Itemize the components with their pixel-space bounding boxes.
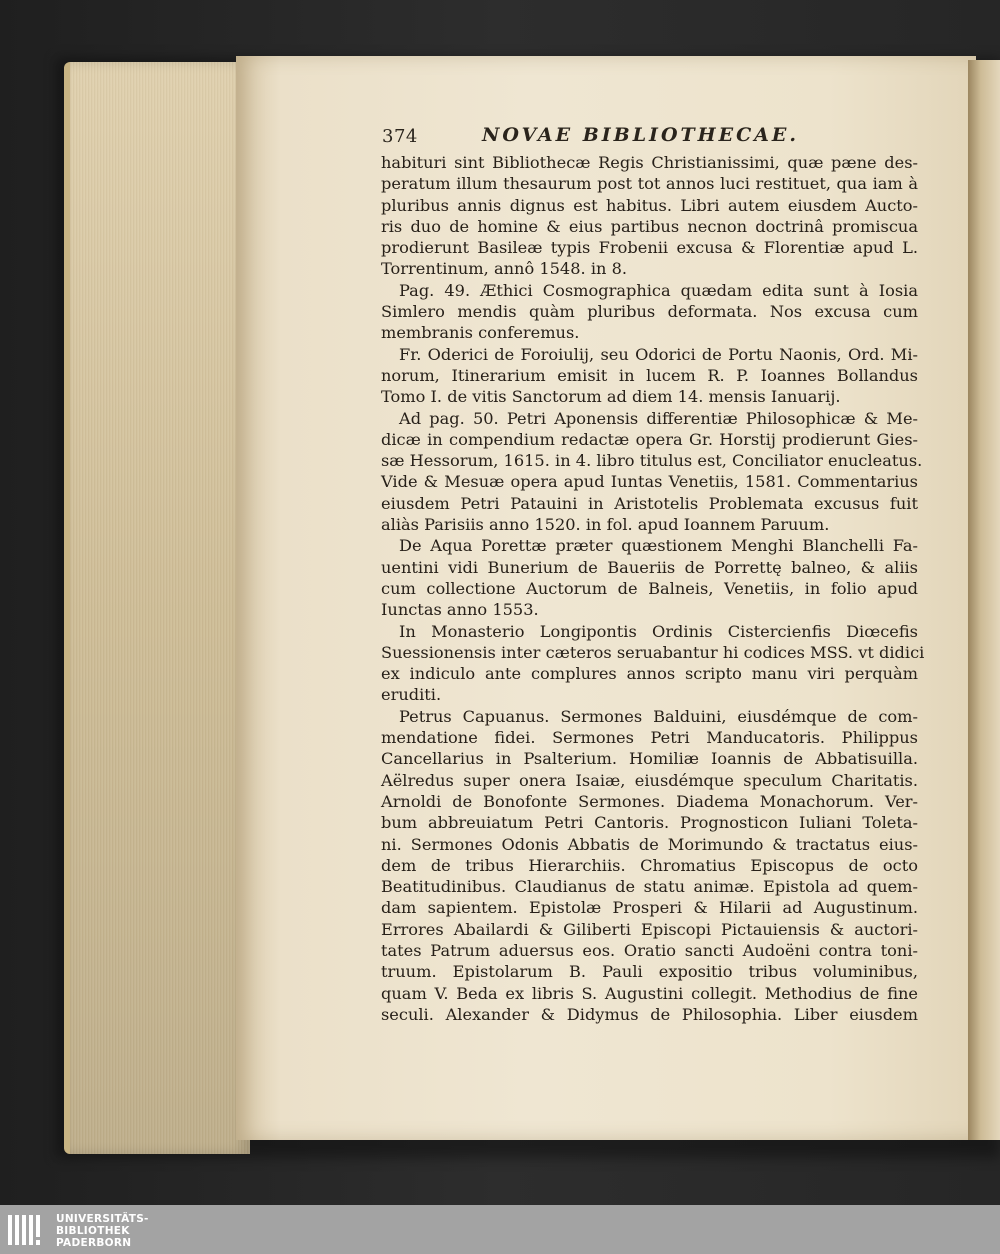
text-line: ni. Sermones Odonis Abbatis de Morimundo & tractatus eius- bbox=[381, 834, 918, 854]
text-line: truum. Epistolarum B. Pauli expositio tribus voluminibus, bbox=[381, 962, 918, 982]
text-line: Aëlredus super onera Isaiæ, eiusdémque speculum Charitatis. bbox=[381, 770, 918, 790]
text-line: dam sapientem. Epistolæ Prosperi & Hilarii ad Augustinum. bbox=[381, 898, 918, 918]
text-line: mendatione fidei. Sermones Petri Manducatoris. Philippus bbox=[381, 728, 918, 748]
text-line: Fr. Oderici de Foroiulij, seu Odorici de Portu Naonis, Ord. Mi- bbox=[399, 344, 918, 364]
text-line: bum abbreuiatum Petri Cantoris. Prognosticon Iuliani Toleta- bbox=[381, 813, 918, 833]
text-line: Petrus Capuanus. Sermones Balduini, eiusdémque de com- bbox=[399, 706, 918, 726]
text-line: dem de tribus Hierarchiis. Chromatius Episcopus de octo bbox=[381, 855, 918, 875]
text-line: uentini vidi Bunerium de Baueriis de Porrettę balneo, & aliis bbox=[381, 557, 918, 577]
text-line: ris duo de homine & eius partibus necnon doctrinâ promiscua bbox=[381, 216, 918, 236]
text-line: eiusdem Petri Patauini in Aristotelis Problemata excusus fuit bbox=[381, 493, 918, 513]
library-name-line-3: PADERBORN bbox=[56, 1237, 132, 1249]
page-header bbox=[382, 124, 922, 152]
text-line: Beatitudinibus. Claudianus de statu animæ. Epistola ad quem- bbox=[381, 877, 918, 897]
text-line: pluribus annis dignus est habitus. Libri autem eiusdem Aucto- bbox=[381, 195, 918, 215]
text-line: eruditi. bbox=[381, 685, 442, 705]
text-line: aliàs Parisiis anno 1520. in fol. apud Ioannem Paruum. bbox=[381, 515, 830, 535]
body-text bbox=[381, 152, 925, 1032]
text-line: Errores Abailardi & Giliberti Episcopi Pictauiensis & auctori- bbox=[381, 919, 918, 939]
library-name-line-1: UNIVERSITÄTS- bbox=[56, 1213, 149, 1225]
text-line: Pag. 49. Æthici Cosmographica quædam edita sunt à Iosia bbox=[399, 280, 918, 300]
text-line: seculi. Alexander & Didymus de Philosophia. Liber eiusdem bbox=[381, 1004, 918, 1024]
text-line: peratum illum thesaurum post tot annos luci restituet, qua iam à bbox=[381, 174, 918, 194]
text-line: prodierunt Basileæ typis Frobenii excusa & Florentiæ apud L. bbox=[381, 238, 918, 258]
book-gutter bbox=[968, 60, 1000, 1140]
text-line: Torrentinum, annô 1548. in 8. bbox=[381, 259, 628, 279]
text-line: De Aqua Porettæ præter quæstionem Menghi Blanchelli Fa- bbox=[399, 536, 918, 556]
text-line: quam V. Beda ex libris S. Augustini collegit. Methodius de fine bbox=[381, 983, 918, 1003]
book-page-edges bbox=[64, 62, 250, 1154]
text-line: Simlero mendis quàm pluribus deformata. Nos excusa cum bbox=[381, 302, 918, 322]
library-name-line-2: BIBLIOTHEK bbox=[56, 1225, 130, 1237]
text-line: habituri sint Bibliothecæ Regis Christianissimi, quæ pæne des- bbox=[381, 153, 918, 172]
footer-bar bbox=[0, 1205, 1000, 1254]
text-line: Suessionensis inter cæteros seruabantur hi codices MSS. vt didici bbox=[381, 642, 925, 662]
text-line: membranis conferemus. bbox=[381, 323, 580, 343]
text-line: dicæ in compendium redactæ opera Gr. Horstij prodierunt Gies- bbox=[381, 429, 918, 449]
text-line: Tomo I. de vitis Sanctorum ad diem 14. mensis Ianuarij. bbox=[381, 387, 841, 407]
library-logo-icon bbox=[6, 1209, 46, 1249]
text-line: tates Patrum aduersus eos. Oratio sancti Audoëni contra toni- bbox=[381, 940, 918, 960]
text-line: In Monasterio Longipontis Ordinis Cistercienfis Diœcefis bbox=[399, 621, 918, 641]
text-line: norum, Itinerarium emisit in lucem R. P. Ioannes Bollandus bbox=[381, 365, 918, 385]
text-line: ex indiculo ante complures annos scripto manu viri perquàm bbox=[381, 664, 918, 684]
running-title: NOVAE BIBLIOTHECAE. bbox=[482, 124, 800, 146]
text-line: Ad pag. 50. Petri Aponensis differentiæ Philosophicæ & Me- bbox=[399, 408, 918, 428]
text-line: cum collectione Auctorum de Balneis, Venetiis, in folio apud bbox=[381, 578, 918, 598]
text-line: Arnoldi de Bonofonte Sermones. Diadema Monachorum. Ver- bbox=[381, 791, 918, 811]
text-line: sæ Hessorum, 1615. in 4. libro titulus est, Conciliator enucleatus. bbox=[381, 451, 923, 471]
page-number: 374 bbox=[382, 126, 418, 147]
text-line: Vide & Mesuæ opera apud Iuntas Venetiis, 1581. Commentarius bbox=[381, 472, 918, 492]
text-line: Iunctas anno 1553. bbox=[381, 600, 539, 620]
library-name bbox=[56, 1213, 149, 1249]
text-line: Cancellarius in Psalterium. Homiliæ Ioannis de Abbatisuilla. bbox=[381, 749, 918, 769]
